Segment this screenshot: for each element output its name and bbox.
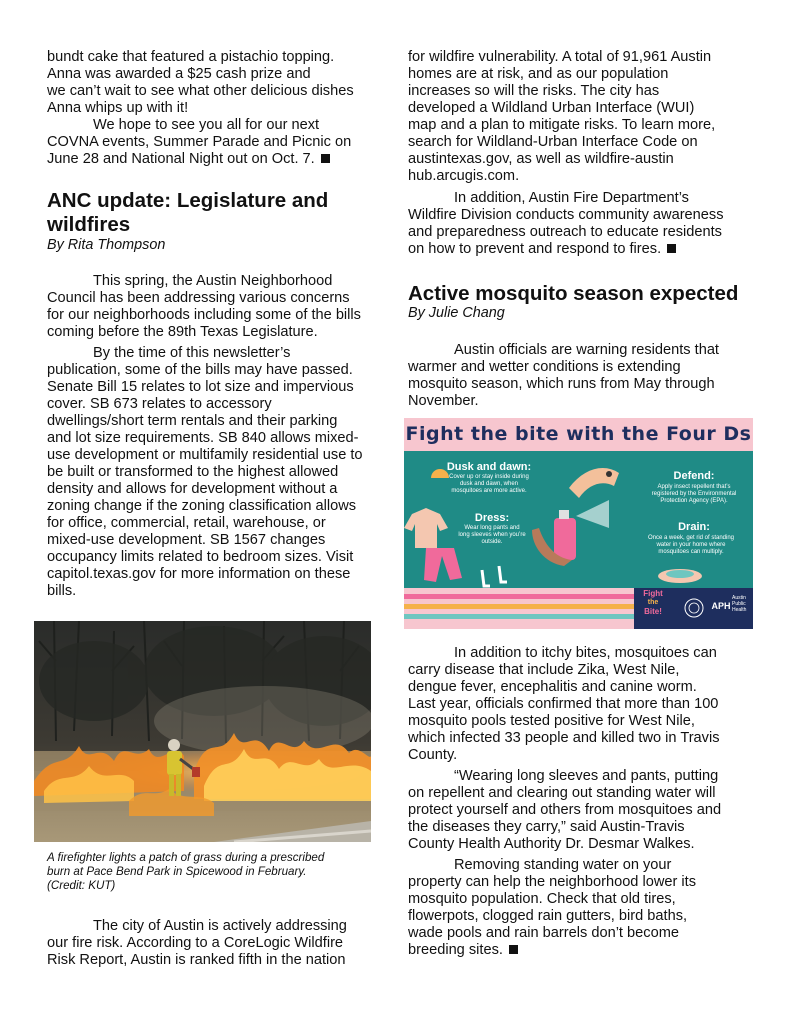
body-line: use development or multifamily residential use to	[47, 447, 363, 463]
body-line: for wildfire vulnerability. A total of 91,961 Austin	[408, 49, 712, 65]
dress-text-line: Wear long pants and	[464, 525, 520, 531]
intro-line-last	[47, 151, 330, 168]
fight-the-bite-logo-line: the	[647, 599, 659, 606]
body-line: wade pools and rain barrels don’t become	[408, 925, 679, 941]
body-line-text: on how to prevent and respond to fires.	[408, 241, 662, 257]
body-line: By the time of this newsletter’s	[93, 345, 291, 361]
body-line: Wildfire Division conducts community awareness	[408, 207, 724, 223]
body-line: mosquito population. Check that old tires,	[408, 891, 676, 907]
body-line: Austin officials are warning residents that	[454, 342, 719, 358]
intro-line: we can’t wait to see what other delicious dishes	[47, 83, 354, 99]
wildfire-photo	[34, 621, 371, 842]
aph-text-line: Health	[732, 607, 747, 613]
body-line: property can help the neighborhood lower its	[408, 874, 697, 890]
body-line: occupancy limits related to bedroom sizes. Visit	[47, 549, 354, 565]
body-line: November.	[408, 393, 479, 409]
body-line: Removing standing water on your	[454, 857, 672, 873]
body-line: and lot size requirements. SB 840 allows mixed-	[47, 430, 359, 446]
aph-text-line: Austin	[732, 595, 746, 601]
body-line-text: breeding sites.	[408, 942, 503, 958]
body-line: In addition, Austin Fire Department’s	[454, 190, 689, 206]
end-mark-icon	[509, 945, 518, 954]
body-line: flowerpots, clogged rain gutters, bird baths,	[408, 908, 688, 924]
article-headline: wildfires	[47, 213, 131, 236]
dress-text-line: outside.	[481, 539, 503, 545]
body-line: This spring, the Austin Neighborhood	[93, 273, 333, 289]
body-line: carry disease that include Zika, West Nile,	[408, 662, 680, 678]
intro-line: We hope to see you all for our next	[93, 117, 320, 133]
body-line: austintexas.gov, as well as wildfire-austin	[408, 151, 674, 167]
body-line: for our neighborhoods including some of the bills	[47, 307, 361, 323]
body-line: dwellings/short term rentals and their parking	[47, 413, 338, 429]
body-line: hub.arcugis.com.	[408, 168, 520, 184]
city-seal-icon	[684, 598, 704, 618]
article-headline: Active mosquito season expected	[408, 282, 739, 305]
body-line: mosquito season, which runs from May through	[408, 376, 715, 392]
intro-line: bundt cake that featured a pistachio topping.	[47, 49, 335, 65]
body-line: map and a plan to mitigate risks. To learn more,	[408, 117, 716, 133]
body-line: The city of Austin is actively addressing	[93, 918, 347, 934]
end-mark-icon	[321, 154, 330, 163]
wildfire-photo-image	[34, 621, 371, 842]
quote-line: the diseases they carry,” said Austin-Travis	[408, 819, 685, 835]
intro-line: COVNA events, Summer Parade and Picnic on	[47, 134, 352, 150]
dusk-text-line: mosquitoes are more active.	[451, 488, 527, 494]
end-mark-icon	[667, 244, 676, 253]
aph-logo: APH	[711, 601, 731, 611]
quote-line: County Health Authority Dr. Desmar Walkes.	[408, 836, 695, 852]
drain-text-line: Once a week, get rid of standing	[647, 535, 735, 541]
water-bowl-icon	[658, 569, 702, 583]
body-line: In addition to itchy bites, mosquitoes can	[454, 645, 717, 661]
quote-line: on repellent and clearing out standing water will	[408, 785, 716, 801]
dusk-text-line: dusk and dawn, when	[459, 481, 519, 487]
fight-the-bite-logo-line: Bite!	[644, 607, 662, 616]
dress-title: Dress:	[474, 512, 510, 524]
body-line: which infected 33 people and killed two in Travis	[408, 730, 720, 746]
drain-title: Drain:	[678, 521, 710, 533]
article-byline: By Rita Thompson	[47, 237, 166, 253]
body-line: warmer and wetter conditions is extending	[408, 359, 681, 375]
intro-line-text: June 28 and National Night out on Oct. 7.	[47, 151, 315, 167]
fight-the-bite-infographic	[404, 418, 753, 629]
defend-title: Defend:	[673, 470, 715, 482]
body-line: our fire risk. According to a CoreLogic Wildfire	[47, 935, 344, 951]
drain-text-line: mosquitoes can multiply.	[658, 549, 724, 555]
body-line: search for Wildland-Urban Interface Code on	[408, 134, 698, 150]
body-line: Council has been addressing various concerns	[47, 290, 350, 306]
quote-line: protect yourself and others from mosquitoes and	[408, 802, 722, 818]
body-line: developed a Wildland Urban Interface (WUI)	[408, 100, 695, 116]
body-line: Last year, officials confirmed that more than 100	[408, 696, 719, 712]
body-line-last	[408, 241, 676, 258]
body-line: and preparedness outreach to educate residents	[408, 224, 722, 240]
body-line: bills.	[47, 583, 77, 599]
aph-text-line: Public	[732, 601, 746, 607]
dusk-title: Dusk and dawn:	[446, 461, 532, 473]
body-line: density and allows for development without a	[47, 481, 338, 497]
body-line: capitol.texas.gov for more information on these	[47, 566, 351, 582]
photo-caption: burn at Pace Bend Park in Spicewood in February.	[47, 865, 307, 878]
body-line: mosquito pools tested positive for West Nile,	[408, 713, 695, 729]
fight-the-bite-logo-line: Fight	[643, 589, 663, 598]
body-line: for office, commercial, retail, warehouse, or	[47, 515, 326, 531]
body-line: coming before the 89th Texas Legislature.	[47, 324, 318, 340]
drain-text-line: water in your home where	[656, 542, 726, 548]
body-line: be built or transformed to the highest allowed	[47, 464, 339, 480]
body-line: Senate Bill 15 relates to lot size and impervious	[47, 379, 354, 395]
body-line: dengue fever, encephalitis and canine worm.	[408, 679, 697, 695]
body-line: mixed-use development. SB 1567 changes	[47, 532, 326, 548]
dress-text-line: long sleeves when you’re	[458, 532, 526, 538]
photo-caption: A firefighter lights a patch of grass during a prescribed	[47, 851, 325, 864]
body-line: zoning change if the zoning classification allows	[47, 498, 357, 514]
body-line: Risk Report, Austin is ranked fifth in the nation	[47, 952, 346, 968]
body-line: cover. SB 673 relates to accessory	[47, 396, 272, 412]
infographic-title: Fight the bite with the Four Ds	[405, 423, 752, 445]
body-line: homes are at risk, and as our population	[408, 66, 669, 82]
defend-text-line: Protection Agency (EPA).	[660, 498, 728, 504]
quote-line: “Wearing long sleeves and pants, putting	[454, 768, 719, 784]
intro-line: Anna was awarded a $25 cash prize and	[47, 66, 311, 82]
body-line: County.	[408, 747, 458, 763]
body-line-last	[408, 942, 518, 959]
dusk-text-line: Cover up or stay inside during	[449, 474, 529, 480]
article-byline: By Julie Chang	[408, 305, 505, 321]
body-line: increases so will the risks. The city has	[408, 83, 660, 99]
intro-line: Anna whips up with it!	[47, 100, 189, 116]
photo-caption: (Credit: KUT)	[47, 879, 116, 892]
article-headline: ANC update: Legislature and	[47, 189, 329, 212]
defend-text-line: registered by the Environmental	[651, 491, 737, 497]
defend-text-line: Apply insect repellent that’s	[657, 484, 731, 490]
body-line: publication, some of the bills may have passed.	[47, 362, 353, 378]
